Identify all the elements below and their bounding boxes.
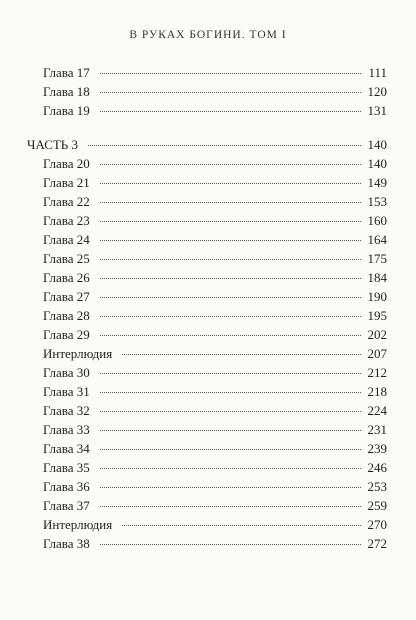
toc-entry-label: Глава 18	[43, 84, 90, 99]
toc-row	[43, 249, 387, 269]
toc-page-number: 160	[367, 213, 387, 228]
toc-page-number: 120	[367, 84, 387, 99]
toc-row	[43, 401, 387, 421]
toc-entry-label: Интерлюдия	[43, 346, 113, 361]
dot-leader	[100, 202, 361, 203]
toc-page-number: 149	[367, 175, 387, 190]
toc-entry-label: Глава 22	[43, 194, 90, 209]
toc-entry-label: Глава 26	[43, 270, 90, 285]
toc-page-number: 140	[367, 156, 387, 171]
toc-page-number: 272	[367, 536, 387, 551]
dot-leader	[88, 145, 361, 146]
dot-leader	[100, 111, 361, 112]
toc-entry-label: Глава 21	[43, 175, 90, 190]
toc-page-number: 195	[367, 308, 387, 323]
toc-entry-label: Глава 35	[43, 460, 90, 475]
toc-entry-label: Интерлюдия	[43, 517, 113, 532]
toc-row	[43, 363, 387, 383]
dot-leader	[100, 183, 361, 184]
toc-row	[43, 458, 387, 478]
toc-page-number: 246	[367, 460, 387, 475]
toc-entry-label: Глава 28	[43, 308, 90, 323]
dot-leader	[100, 297, 361, 298]
toc-row	[43, 82, 387, 102]
dot-leader	[100, 430, 361, 431]
toc-entry-label: Глава 37	[43, 498, 90, 513]
toc-entry-label: Глава 30	[43, 365, 90, 380]
toc-row	[43, 230, 387, 250]
toc-page-number: 140	[367, 137, 387, 152]
toc-page-number: 111	[368, 65, 387, 80]
toc-page-number: 190	[367, 289, 387, 304]
toc-page-number: 270	[367, 517, 387, 532]
toc-entry-label: Глава 29	[43, 327, 90, 342]
toc-page-number: 131	[367, 103, 387, 118]
dot-leader	[100, 316, 361, 317]
dot-leader	[100, 73, 361, 74]
dot-leader	[100, 392, 361, 393]
dot-leader	[100, 278, 361, 279]
toc-part-label: ЧАСТЬ 3	[27, 137, 79, 152]
toc-row	[43, 287, 387, 307]
toc-page-number: 184	[367, 270, 387, 285]
toc-row	[43, 173, 387, 193]
toc-page-number: 212	[367, 365, 387, 380]
toc-entry-label: Глава 17	[43, 65, 90, 80]
toc-row	[43, 101, 387, 121]
toc-row	[43, 477, 387, 497]
toc-row	[43, 306, 387, 326]
dot-leader	[100, 544, 361, 545]
dot-leader	[100, 240, 361, 241]
toc-row	[43, 325, 387, 345]
toc-row	[43, 154, 387, 174]
toc-page-number: 175	[367, 251, 387, 266]
dot-leader	[100, 487, 361, 488]
dot-leader	[100, 468, 361, 469]
toc-page-number: 239	[367, 441, 387, 456]
toc-entry-label: Глава 36	[43, 479, 90, 494]
toc-page-number: 153	[367, 194, 387, 209]
toc-page-number: 218	[367, 384, 387, 399]
page-header: В РУКАХ БОГИНИ. ТОМ I	[129, 29, 287, 41]
toc-row	[43, 63, 387, 83]
toc-page-number: 207	[367, 346, 387, 361]
toc-entry-label: Глава 25	[43, 251, 90, 266]
toc-row	[43, 515, 387, 535]
dot-leader	[100, 92, 361, 93]
toc-page-number: 231	[367, 422, 387, 437]
dot-leader	[122, 525, 361, 526]
toc-row	[43, 534, 387, 554]
toc-entry-label: Глава 33	[43, 422, 90, 437]
toc-row	[43, 382, 387, 402]
dot-leader	[100, 449, 361, 450]
dot-leader	[100, 506, 361, 507]
toc-entry-label: Глава 23	[43, 213, 90, 228]
toc-entry-label: Глава 32	[43, 403, 90, 418]
toc-page-number: 164	[367, 232, 387, 247]
toc-entry-label: Глава 24	[43, 232, 90, 247]
dot-leader	[100, 221, 361, 222]
toc-entry-label: Глава 38	[43, 536, 90, 551]
toc-page-number: 253	[367, 479, 387, 494]
toc-entry-label: Глава 27	[43, 289, 90, 304]
toc-row	[43, 192, 387, 212]
dot-leader	[100, 373, 361, 374]
toc-page-number: 202	[367, 327, 387, 342]
toc-row	[43, 439, 387, 459]
toc-part-row	[27, 135, 387, 155]
toc-row	[43, 268, 387, 288]
dot-leader	[100, 259, 361, 260]
toc-entry-label: Глава 34	[43, 441, 90, 456]
toc-row	[43, 211, 387, 231]
dot-leader	[100, 335, 361, 336]
toc-entry-label: Глава 19	[43, 103, 90, 118]
dot-leader	[100, 411, 361, 412]
toc-page-number: 259	[367, 498, 387, 513]
toc-row	[43, 496, 387, 516]
dot-leader	[100, 164, 361, 165]
toc-page-number: 224	[367, 403, 387, 418]
dot-leader	[122, 354, 361, 355]
toc-row	[43, 420, 387, 440]
toc-entry-label: Глава 31	[43, 384, 90, 399]
toc-row	[43, 344, 387, 364]
toc-entry-label: Глава 20	[43, 156, 90, 171]
